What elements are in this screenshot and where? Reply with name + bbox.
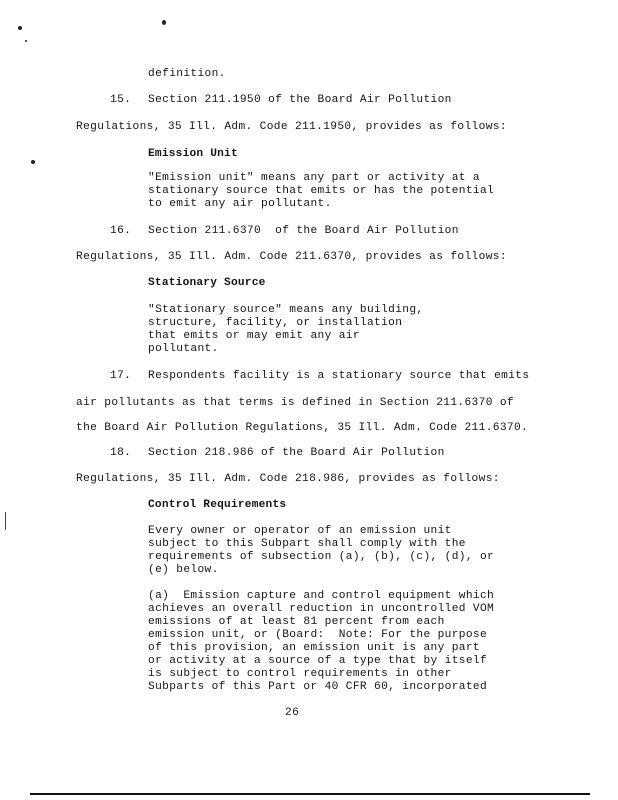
subsection-a-line: Subparts of this Part or 40 CFR 60, incorporated: [148, 681, 488, 693]
paragraph-16-line-1: Section 211.6370 of the Board Air Pollution: [148, 225, 459, 237]
subsection-a-line: (a) Emission capture and control equipment which: [148, 590, 495, 602]
scan-speck: [31, 160, 35, 164]
scan-speck: [162, 20, 166, 25]
paragraph-17-line-3: the Board Air Pollution Regulations, 35 Ill. Adm. Code 211.6370.: [76, 422, 529, 434]
paragraph-18-line-2: Regulations, 35 Ill. Adm. Code 218.986, provides as follows:: [76, 473, 500, 485]
paragraph-18-line-1: Section 218.986 of the Board Air Pollution: [148, 447, 445, 459]
subsection-a-line: of this provision, an emission unit is any part: [148, 642, 480, 654]
control-requirements-heading: Control Requirements: [148, 499, 287, 511]
subsection-a-line: emissions of at least 81 percent from each: [148, 616, 445, 628]
control-requirements-intro-line: subject to this Subpart shall comply with the: [148, 538, 466, 550]
scan-speck: [25, 40, 27, 42]
text-fragment: definition.: [148, 68, 226, 80]
subsection-a-line: or activity at a source of a type that by itself: [148, 655, 488, 667]
paragraph-number-15: 15.: [110, 94, 132, 106]
paragraph-17-line-2: air pollutants as that terms is defined in Section 211.6370 of: [76, 397, 514, 409]
stationary-source-definition-line: that emits or may emit any air: [148, 330, 360, 342]
subsection-a-line: emission unit, or (Board: Note: For the purpose: [148, 629, 488, 641]
paragraph-15-line-2: Regulations, 35 Ill. Adm. Code 211.1950, provides as follows:: [76, 121, 507, 133]
stationary-source-definition-line: "Stationary source" means any building,: [148, 304, 424, 316]
paragraph-17-line-1: Respondents facility is a stationary source that emits: [148, 370, 530, 382]
paragraph-15-line-1: Section 211.1950 of the Board Air Pollution: [148, 94, 452, 106]
page-number: 26: [285, 707, 300, 719]
stationary-source-definition-line: structure, facility, or installation: [148, 317, 403, 329]
paragraph-number-17: 17.: [110, 370, 132, 382]
control-requirements-intro-line: Every owner or operator of an emission unit: [148, 525, 452, 537]
stationary-source-definition-line: pollutant.: [148, 343, 219, 355]
control-requirements-intro-line: (e) below.: [148, 564, 219, 576]
subsection-a-line: achieves an overall reduction in uncontrolled VOM: [148, 603, 495, 615]
emission-unit-definition-line: "Emission unit" means any part or activity at a: [148, 172, 480, 184]
scan-speck: [18, 26, 22, 30]
paragraph-number-16: 16.: [110, 225, 132, 237]
stationary-source-heading: Stationary Source: [148, 277, 266, 289]
emission-unit-definition-line: to emit any air pollutant.: [148, 198, 332, 210]
paragraph-16-line-2: Regulations, 35 Ill. Adm. Code 211.6370, provides as follows:: [76, 251, 507, 263]
scan-edge-mark: [5, 512, 6, 530]
emission-unit-heading: Emission Unit: [148, 148, 238, 160]
subsection-a-line: is subject to control requirements in other: [148, 668, 452, 680]
control-requirements-intro-line: requirements of subsection (a), (b), (c), (d), or: [148, 551, 495, 563]
paragraph-number-18: 18.: [110, 447, 132, 459]
bottom-scan-rule: [30, 793, 590, 795]
emission-unit-definition-line: stationary source that emits or has the potential: [148, 185, 495, 197]
